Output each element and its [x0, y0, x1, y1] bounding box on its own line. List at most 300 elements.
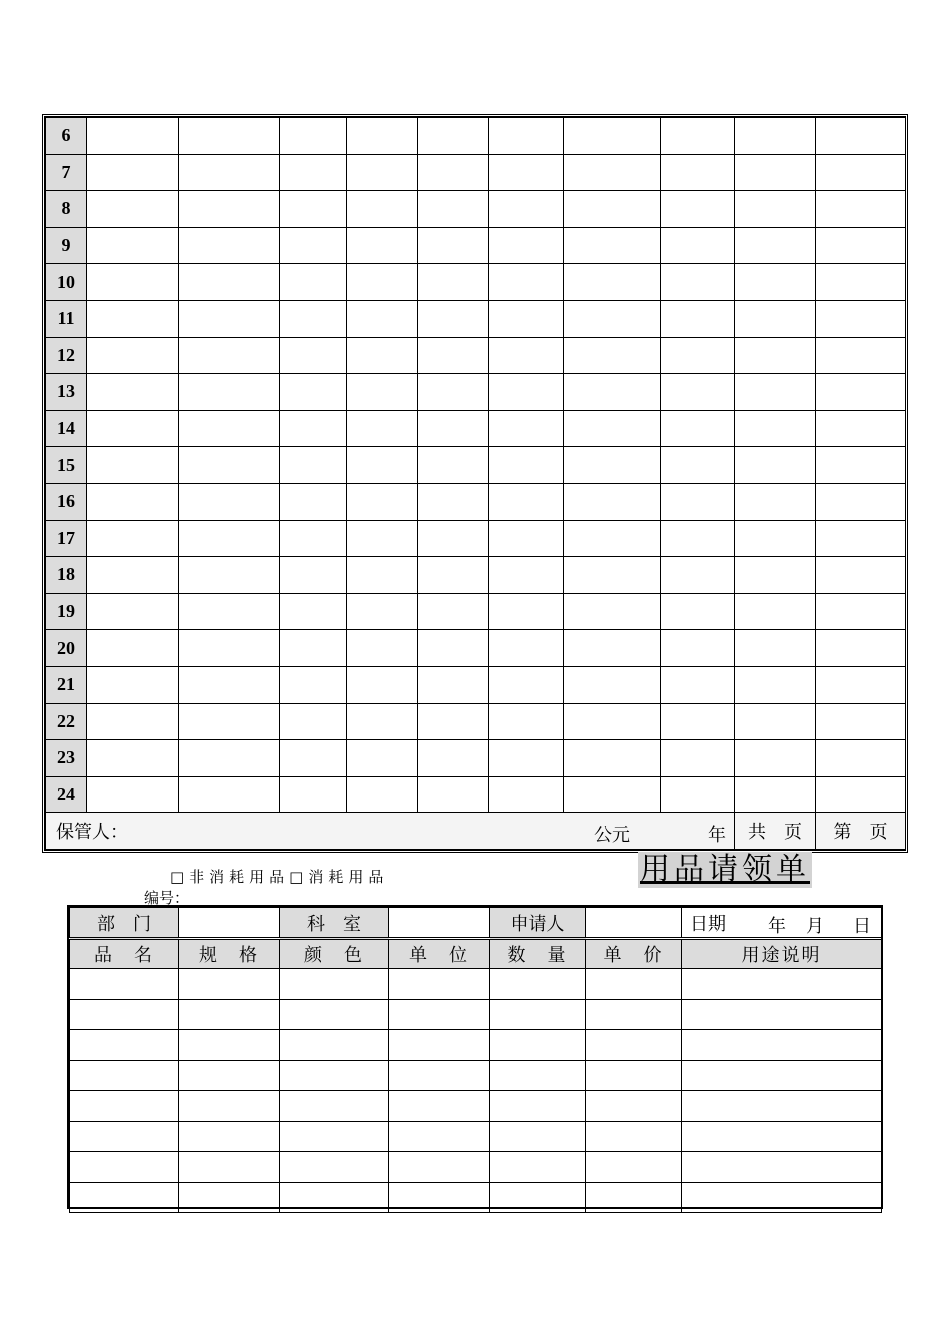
requisition-cell[interactable] [280, 999, 389, 1030]
ledger-row [46, 703, 906, 740]
ledger-cell[interactable] [489, 227, 564, 264]
ledger-row [46, 776, 906, 813]
ledger-cell[interactable] [489, 703, 564, 740]
ledger-cell[interactable] [179, 593, 280, 630]
requisition-cell[interactable] [682, 1030, 882, 1061]
ledger-cell[interactable] [347, 118, 418, 155]
ledger-cell[interactable] [280, 227, 347, 264]
ledger-cell[interactable] [179, 410, 280, 447]
ledger-cell[interactable] [347, 410, 418, 447]
ledger-cell[interactable] [816, 776, 906, 813]
ledger-cell[interactable] [87, 300, 179, 337]
section-value[interactable] [389, 908, 490, 939]
ledger-cell[interactable] [661, 227, 735, 264]
ledger-cell[interactable] [418, 666, 489, 703]
ledger-cell[interactable] [280, 483, 347, 520]
requisition-cell[interactable] [70, 1121, 179, 1152]
total-pages-cell: 共 页 [735, 813, 816, 850]
row-number: 13 [46, 374, 87, 411]
ledger-cell[interactable] [280, 374, 347, 411]
ledger-cell[interactable] [661, 410, 735, 447]
requisition-cell[interactable] [682, 969, 882, 1000]
requisition-cell[interactable] [389, 1030, 490, 1061]
ledger-cell[interactable] [816, 154, 906, 191]
date-month-label: 月 [806, 916, 824, 937]
ledger-cell[interactable] [280, 630, 347, 667]
ledger-cell[interactable] [418, 374, 489, 411]
ledger-cell[interactable] [418, 337, 489, 374]
ledger-cell[interactable] [489, 447, 564, 484]
ledger-cell[interactable] [489, 630, 564, 667]
requisition-cell[interactable] [389, 1091, 490, 1122]
ledger-row [46, 666, 906, 703]
requisition-row [70, 999, 882, 1030]
ledger-cell[interactable] [489, 776, 564, 813]
serial-number-label: 编号： [144, 889, 190, 907]
ledger-cell[interactable] [179, 337, 280, 374]
ledger-cell[interactable] [661, 703, 735, 740]
date-cell[interactable] [682, 908, 882, 939]
ledger-cell[interactable] [418, 118, 489, 155]
ledger-cell[interactable] [661, 776, 735, 813]
requisition-cell[interactable] [70, 1182, 179, 1213]
row-number: 11 [46, 300, 87, 337]
ledger-cell[interactable] [661, 154, 735, 191]
ledger-cell[interactable] [179, 300, 280, 337]
ledger-cell[interactable] [489, 740, 564, 777]
ledger-cell[interactable] [735, 520, 816, 557]
ledger-cell[interactable] [661, 337, 735, 374]
ledger-cell[interactable] [179, 374, 280, 411]
ledger-cell[interactable] [816, 337, 906, 374]
ledger-row [46, 154, 906, 191]
requisition-cell[interactable] [70, 999, 179, 1030]
column-header: 颜 色 [280, 939, 389, 969]
ledger-cell[interactable] [418, 483, 489, 520]
ledger-cell[interactable] [87, 227, 179, 264]
ledger-cell[interactable] [735, 300, 816, 337]
item-type-options: □非消耗用品□消耗用品 [170, 868, 389, 886]
department-value[interactable] [179, 908, 280, 939]
requisition-cell[interactable] [280, 969, 389, 1000]
column-header: 品 名 [70, 939, 179, 969]
ledger-cell[interactable] [816, 300, 906, 337]
ledger-cell[interactable] [735, 337, 816, 374]
requisition-cell[interactable] [389, 1182, 490, 1213]
ledger-cell[interactable] [661, 520, 735, 557]
ledger-cell[interactable] [735, 118, 816, 155]
requisition-cell[interactable] [280, 1060, 389, 1091]
ledger-cell[interactable] [564, 337, 661, 374]
ledger-cell[interactable] [816, 593, 906, 630]
requisition-cell[interactable] [490, 969, 586, 1000]
ledger-cell[interactable] [735, 410, 816, 447]
era-label: 公元 [594, 825, 630, 847]
ledger-cell[interactable] [816, 118, 906, 155]
ledger-cell[interactable] [418, 740, 489, 777]
ledger-cell[interactable] [347, 374, 418, 411]
ledger-cell[interactable] [489, 300, 564, 337]
ledger-cell[interactable] [735, 191, 816, 228]
ledger-cell[interactable] [735, 703, 816, 740]
ledger-cell[interactable] [418, 447, 489, 484]
ledger-cell[interactable] [280, 666, 347, 703]
row-number: 19 [46, 593, 87, 630]
ledger-cell[interactable] [179, 740, 280, 777]
ledger-cell[interactable] [816, 703, 906, 740]
requisition-cell[interactable] [280, 1182, 389, 1213]
ledger-cell[interactable] [816, 447, 906, 484]
ledger-cell[interactable] [87, 264, 179, 301]
row-number: 6 [46, 118, 87, 155]
ledger-cell[interactable] [418, 776, 489, 813]
ledger-row [46, 410, 906, 447]
ledger-cell[interactable] [87, 447, 179, 484]
requisition-row [70, 1182, 882, 1213]
inventory-ledger-table [42, 114, 908, 853]
requisition-cell[interactable] [389, 1121, 490, 1152]
ledger-cell[interactable] [418, 300, 489, 337]
ledger-cell[interactable] [564, 703, 661, 740]
ledger-cell[interactable] [418, 593, 489, 630]
ledger-cell[interactable] [280, 447, 347, 484]
requisition-cell[interactable] [586, 1030, 682, 1061]
ledger-row [46, 227, 906, 264]
requisition-cell[interactable] [179, 1121, 280, 1152]
ledger-cell[interactable] [280, 191, 347, 228]
row-number: 10 [46, 264, 87, 301]
ledger-cell[interactable] [564, 593, 661, 630]
ledger-cell[interactable] [816, 740, 906, 777]
ledger-cell[interactable] [816, 410, 906, 447]
ledger-row [46, 118, 906, 155]
requisition-cell[interactable] [586, 1060, 682, 1091]
ledger-cell[interactable] [735, 154, 816, 191]
ledger-cell[interactable] [564, 776, 661, 813]
ledger-cell[interactable] [280, 593, 347, 630]
ledger-cell[interactable] [347, 740, 418, 777]
row-number: 17 [46, 520, 87, 557]
requisition-info-row [70, 908, 882, 939]
ledger-cell[interactable] [87, 520, 179, 557]
column-header: 规 格 [179, 939, 280, 969]
row-number: 24 [46, 776, 87, 813]
ledger-row [46, 337, 906, 374]
requisition-cell[interactable] [389, 1060, 490, 1091]
ledger-cell[interactable] [564, 191, 661, 228]
row-number: 22 [46, 703, 87, 740]
ledger-cell[interactable] [816, 520, 906, 557]
requisition-cell[interactable] [490, 1182, 586, 1213]
ledger-cell[interactable] [87, 557, 179, 594]
ledger-cell[interactable] [87, 630, 179, 667]
requisition-cell[interactable] [70, 1060, 179, 1091]
ledger-cell[interactable] [179, 703, 280, 740]
ledger-cell[interactable] [564, 264, 661, 301]
ledger-cell[interactable] [816, 264, 906, 301]
ledger-cell[interactable] [280, 118, 347, 155]
requisition-cell[interactable] [179, 1030, 280, 1061]
ledger-cell[interactable] [347, 447, 418, 484]
ledger-cell[interactable] [347, 666, 418, 703]
ledger-cell[interactable] [347, 593, 418, 630]
ledger-cell[interactable] [735, 227, 816, 264]
ledger-cell[interactable] [418, 557, 489, 594]
requisition-cell[interactable] [490, 1030, 586, 1061]
ledger-cell[interactable] [489, 520, 564, 557]
ledger-cell[interactable] [489, 557, 564, 594]
ledger-cell[interactable] [179, 264, 280, 301]
requisition-cell[interactable] [586, 1121, 682, 1152]
ledger-cell[interactable] [87, 740, 179, 777]
ledger-cell[interactable] [489, 118, 564, 155]
ledger-cell[interactable] [87, 191, 179, 228]
requisition-cell[interactable] [280, 1121, 389, 1152]
requisition-cell[interactable] [280, 1152, 389, 1183]
requisition-cell[interactable] [586, 1091, 682, 1122]
ledger-cell[interactable] [179, 557, 280, 594]
ledger-cell[interactable] [816, 374, 906, 411]
ledger-cell[interactable] [347, 154, 418, 191]
ledger-cell[interactable] [661, 630, 735, 667]
requisition-cell[interactable] [490, 1121, 586, 1152]
requisition-row [70, 969, 882, 1000]
requisition-cell[interactable] [586, 969, 682, 1000]
ledger-cell[interactable] [661, 666, 735, 703]
ledger-cell[interactable] [87, 154, 179, 191]
requisition-cell[interactable] [389, 999, 490, 1030]
requisition-row [70, 1152, 882, 1183]
requisition-cell[interactable] [682, 1121, 882, 1152]
ledger-cell[interactable] [179, 227, 280, 264]
ledger-cell[interactable] [735, 630, 816, 667]
ledger-cell[interactable] [179, 191, 280, 228]
ledger-cell[interactable] [564, 740, 661, 777]
requisition-cell[interactable] [70, 1152, 179, 1183]
ledger-cell[interactable] [347, 191, 418, 228]
page-number-cell: 第 页 [816, 813, 906, 850]
date-day-label: 日 [853, 916, 871, 937]
requisition-cell[interactable] [682, 1060, 882, 1091]
ledger-cell[interactable] [735, 447, 816, 484]
ledger-cell[interactable] [489, 264, 564, 301]
ledger-cell[interactable] [179, 666, 280, 703]
ledger-cell[interactable] [179, 447, 280, 484]
ledger-cell[interactable] [564, 520, 661, 557]
requisition-cell[interactable] [179, 999, 280, 1030]
requisition-cell[interactable] [280, 1030, 389, 1061]
ledger-cell[interactable] [816, 557, 906, 594]
ledger-cell[interactable] [347, 337, 418, 374]
ledger-cell[interactable] [735, 666, 816, 703]
ledger-cell[interactable] [735, 483, 816, 520]
requisition-cell[interactable] [490, 1152, 586, 1183]
ledger-cell[interactable] [347, 776, 418, 813]
ledger-cell[interactable] [735, 264, 816, 301]
ledger-cell[interactable] [280, 740, 347, 777]
ledger-cell[interactable] [179, 520, 280, 557]
ledger-cell[interactable] [661, 447, 735, 484]
ledger-row [46, 557, 906, 594]
ledger-row [46, 374, 906, 411]
ledger-cell[interactable] [280, 520, 347, 557]
ledger-cell[interactable] [87, 703, 179, 740]
ledger-cell[interactable] [418, 154, 489, 191]
ledger-cell[interactable] [347, 264, 418, 301]
requisition-cell[interactable] [490, 1060, 586, 1091]
ledger-cell[interactable] [489, 593, 564, 630]
ledger-cell[interactable] [564, 483, 661, 520]
ledger-cell[interactable] [280, 410, 347, 447]
ledger-cell[interactable] [347, 520, 418, 557]
ledger-cell[interactable] [661, 191, 735, 228]
ledger-cell[interactable] [418, 227, 489, 264]
row-number: 18 [46, 557, 87, 594]
ledger-cell[interactable] [735, 740, 816, 777]
ledger-cell[interactable] [661, 740, 735, 777]
requisition-cell[interactable] [179, 969, 280, 1000]
requisition-cell[interactable] [179, 1182, 280, 1213]
ledger-cell[interactable] [87, 374, 179, 411]
applicant-value[interactable] [586, 908, 682, 939]
ledger-cell[interactable] [280, 264, 347, 301]
ledger-cell[interactable] [661, 264, 735, 301]
ledger-cell[interactable] [347, 227, 418, 264]
ledger-cell[interactable] [87, 337, 179, 374]
ledger-cell[interactable] [661, 557, 735, 594]
ledger-row [46, 191, 906, 228]
requisition-cell[interactable] [586, 1152, 682, 1183]
ledger-cell[interactable] [661, 374, 735, 411]
column-header: 数 量 [490, 939, 586, 969]
ledger-cell[interactable] [564, 447, 661, 484]
ledger-cell[interactable] [280, 154, 347, 191]
ledger-cell[interactable] [661, 300, 735, 337]
ledger-cell[interactable] [489, 191, 564, 228]
requisition-cell[interactable] [682, 1152, 882, 1183]
ledger-cell[interactable] [661, 593, 735, 630]
ledger-cell[interactable] [489, 483, 564, 520]
ledger-cell[interactable] [564, 300, 661, 337]
ledger-cell[interactable] [280, 703, 347, 740]
requisition-cell[interactable] [682, 1091, 882, 1122]
ledger-cell[interactable] [489, 410, 564, 447]
ledger-cell[interactable] [816, 630, 906, 667]
requisition-cell[interactable] [70, 1091, 179, 1122]
ledger-cell[interactable] [564, 410, 661, 447]
requisition-row [70, 1060, 882, 1091]
ledger-cell[interactable] [564, 374, 661, 411]
ledger-cell[interactable] [87, 483, 179, 520]
ledger-cell[interactable] [87, 776, 179, 813]
ledger-cell[interactable] [179, 118, 280, 155]
ledger-cell[interactable] [735, 776, 816, 813]
requisition-cell[interactable] [682, 1182, 882, 1213]
requisition-cell[interactable] [490, 999, 586, 1030]
ledger-cell[interactable] [816, 227, 906, 264]
ledger-cell[interactable] [735, 374, 816, 411]
ledger-cell[interactable] [489, 666, 564, 703]
ledger-cell[interactable] [816, 191, 906, 228]
ledger-row [46, 740, 906, 777]
ledger-cell[interactable] [418, 703, 489, 740]
ledger-cell[interactable] [489, 374, 564, 411]
ledger-cell[interactable] [179, 776, 280, 813]
ledger-cell[interactable] [564, 118, 661, 155]
ledger-cell[interactable] [489, 154, 564, 191]
ledger-cell[interactable] [816, 666, 906, 703]
ledger-cell[interactable] [661, 118, 735, 155]
requisition-cell[interactable] [280, 1091, 389, 1122]
ledger-cell[interactable] [735, 557, 816, 594]
row-number: 7 [46, 154, 87, 191]
ledger-cell[interactable] [347, 557, 418, 594]
ledger-cell[interactable] [179, 483, 280, 520]
ledger-cell[interactable] [347, 703, 418, 740]
requisition-cell[interactable] [586, 1182, 682, 1213]
ledger-cell[interactable] [564, 630, 661, 667]
ledger-cell[interactable] [418, 520, 489, 557]
requisition-table [67, 905, 883, 1209]
ledger-cell[interactable] [418, 191, 489, 228]
ledger-row [46, 264, 906, 301]
row-number: 15 [46, 447, 87, 484]
ledger-cell[interactable] [564, 557, 661, 594]
requisition-cell[interactable] [490, 1091, 586, 1122]
ledger-cell[interactable] [735, 593, 816, 630]
ledger-row [46, 520, 906, 557]
row-number: 12 [46, 337, 87, 374]
ledger-cell[interactable] [179, 154, 280, 191]
ledger-cell[interactable] [564, 227, 661, 264]
requisition-cell[interactable] [179, 1091, 280, 1122]
ledger-cell[interactable] [418, 630, 489, 667]
ledger-cell[interactable] [87, 666, 179, 703]
requisition-cell[interactable] [70, 969, 179, 1000]
ledger-cell[interactable] [280, 776, 347, 813]
requisition-cell[interactable] [179, 1152, 280, 1183]
ledger-cell[interactable] [661, 483, 735, 520]
ledger-cell[interactable] [564, 666, 661, 703]
row-number: 16 [46, 483, 87, 520]
ledger-cell[interactable] [418, 264, 489, 301]
row-number: 14 [46, 410, 87, 447]
requisition-cell[interactable] [389, 969, 490, 1000]
ledger-cell[interactable] [87, 118, 179, 155]
ledger-cell[interactable] [179, 630, 280, 667]
requisition-cell[interactable] [179, 1060, 280, 1091]
requisition-cell[interactable] [682, 999, 882, 1030]
ledger-row [46, 300, 906, 337]
ledger-cell[interactable] [87, 593, 179, 630]
requisition-column-header-row [70, 939, 882, 969]
ledger-row [46, 483, 906, 520]
ledger-cell[interactable] [564, 154, 661, 191]
ledger-cell[interactable] [347, 300, 418, 337]
ledger-cell[interactable] [489, 337, 564, 374]
ledger-cell[interactable] [280, 300, 347, 337]
ledger-cell[interactable] [418, 410, 489, 447]
requisition-cell[interactable] [586, 999, 682, 1030]
ledger-cell[interactable] [87, 410, 179, 447]
ledger-cell[interactable] [280, 557, 347, 594]
ledger-cell[interactable] [347, 630, 418, 667]
requisition-cell[interactable] [389, 1152, 490, 1183]
ledger-cell[interactable] [280, 337, 347, 374]
requisition-cell[interactable] [70, 1030, 179, 1061]
ledger-cell[interactable] [816, 483, 906, 520]
ledger-cell[interactable] [347, 483, 418, 520]
